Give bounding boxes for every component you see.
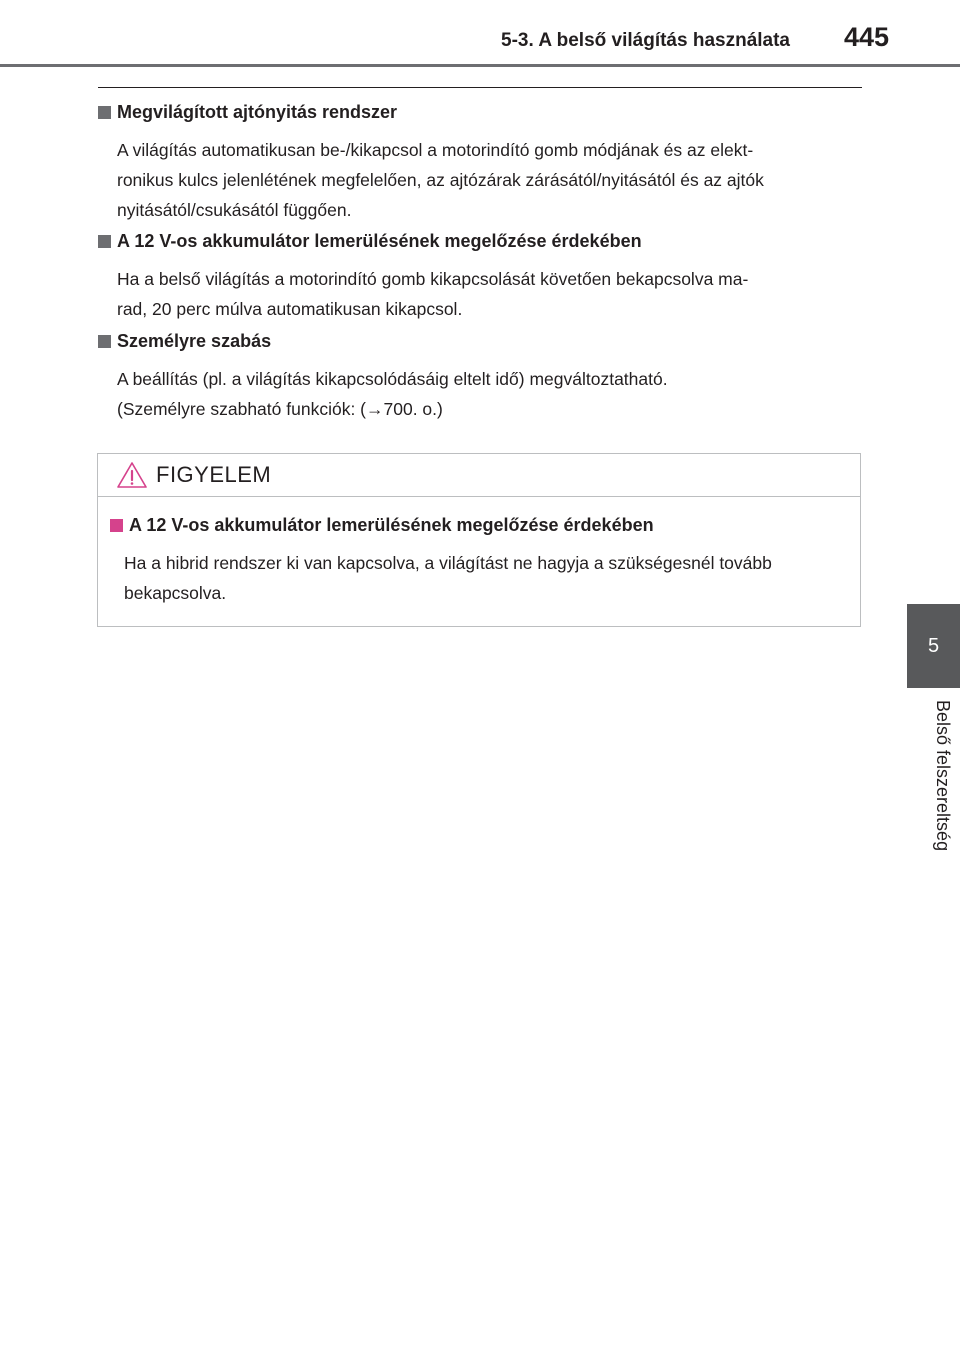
section-heading [98, 231, 858, 252]
square-bullet-icon [110, 519, 123, 532]
section-heading-text: A 12 V-os akkumulátor lemerülésének megelőzése érdekében [117, 231, 642, 251]
section-heading-text: Személyre szabás [117, 331, 272, 351]
warning-title: FIGYELEM [156, 462, 272, 487]
section-heading [98, 331, 858, 352]
body-line: ronikus kulcs jelenlétének megfelelően, az ajtózárak zárásától/nyitásától és az ajtók [117, 170, 764, 190]
section-body [117, 364, 858, 424]
header-section-title: 5-3. A belső világítás használata [501, 30, 790, 51]
chapter-tab [907, 604, 960, 688]
body-line: rad, 20 perc múlva automatikusan kikapcsol. [117, 299, 463, 319]
chapter-number: 5 [927, 634, 940, 657]
section-heading-text: Megvilágított ajtónyitás rendszer [117, 102, 398, 122]
header-rule [0, 64, 960, 67]
warning-body [98, 497, 860, 608]
body-line: bekapcsolva. [124, 583, 227, 603]
body-line: Ha a belső világítás a motorindító gomb kikapcsolását követően bekapcsolva ma- [117, 269, 749, 289]
square-bullet-icon [98, 335, 111, 348]
warning-text [124, 548, 848, 608]
warning-heading-text: A 12 V-os akkumulátor lemerülésének megelőzése érdekében [129, 515, 654, 535]
section-body [117, 135, 858, 225]
square-bullet-icon [98, 106, 111, 119]
warning-triangle-icon [116, 461, 148, 489]
body-line: (Személyre szabható funkciók: (→700. o.) [117, 399, 443, 419]
chapter-title: Belső felszereltség [933, 700, 953, 852]
body-line: A világítás automatikusan be-/kikapcsol a motorindító gomb módjának és az elekt- [117, 140, 754, 160]
body-line: nyitásától/csukásától függően. [117, 200, 352, 220]
section-illuminated-entry [98, 102, 858, 225]
warning-header [98, 454, 860, 497]
section-customization [98, 331, 858, 424]
square-bullet-icon [98, 235, 111, 248]
section-heading [98, 102, 858, 123]
body-line: Ha a hibrid rendszer ki van kapcsolva, a világítást ne hagyja a szükségesnél tovább [124, 553, 772, 573]
body-line: A beállítás (pl. a világítás kikapcsolódásáig eltelt idő) megváltoztatható. [117, 369, 668, 389]
warning-box [97, 453, 861, 627]
page-number: 445 [844, 22, 890, 52]
warning-heading [110, 515, 848, 536]
section-battery-discharge [98, 231, 858, 324]
content-top-rule [98, 87, 862, 88]
section-body [117, 264, 858, 324]
